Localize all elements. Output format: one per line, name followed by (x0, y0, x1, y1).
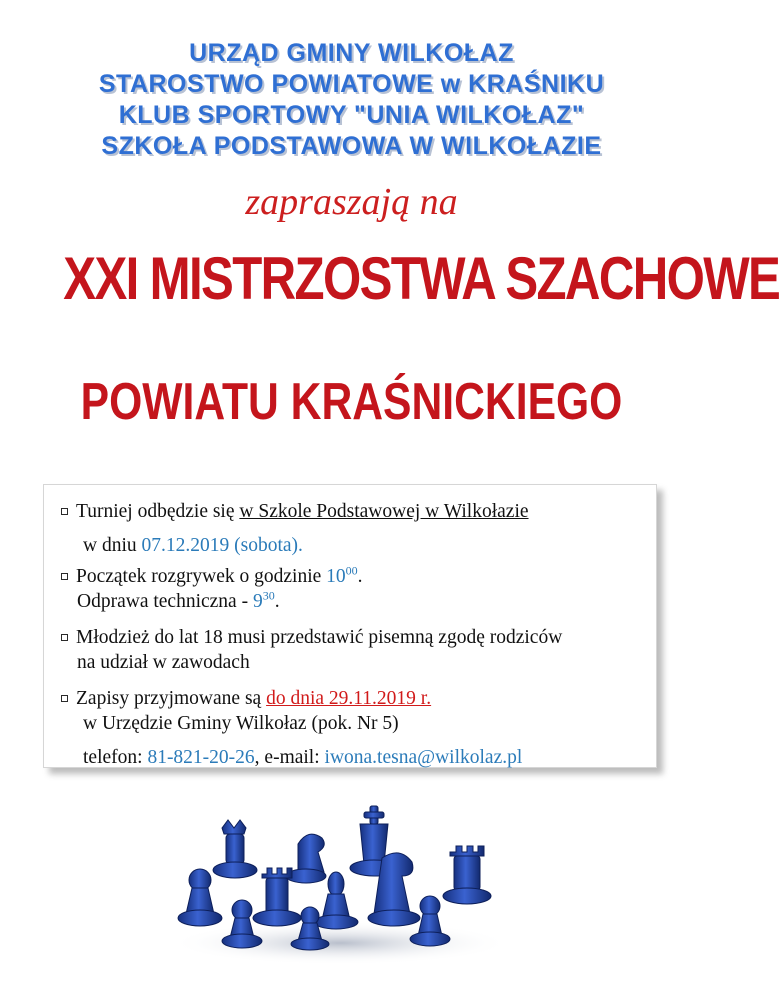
chess-pieces-icon (160, 798, 520, 963)
venue-prefix: Turniej odbędzie się (76, 501, 240, 522)
organizers-block (0, 38, 703, 162)
bullet-icon (61, 634, 68, 641)
email-link[interactable]: iwona.tesna@wilkolaz.pl (324, 747, 523, 768)
registration-place: w Urzędzie Gminy Wilkołaz (pok. Nr 5) (83, 713, 399, 734)
bullet-icon (61, 695, 68, 702)
consent-text-cont: na udział w zawodach (77, 652, 250, 673)
invite-text: zapraszają na (245, 181, 458, 223)
info-list (61, 499, 650, 781)
info-item-venue (61, 499, 650, 558)
organizer-line: KLUB SPORTOWY "UNIA WILKOŁAZ" (118, 101, 585, 129)
info-box (43, 484, 657, 768)
organizer-line: SZKOŁA PODSTAWOWA W WILKOŁAZIE (101, 132, 602, 160)
venue-name: w Szkole Podstawowej w Wilkołazie (239, 501, 529, 522)
email-label: , e-mail: (254, 747, 325, 768)
registration-prefix: Zapisy przyjmowane są (76, 688, 267, 709)
info-item-registration (61, 686, 650, 770)
info-item-schedule: Początek rozgrywek o godzinie $10^{00}$. Odprawa techniczna - $9^{30}$. (61, 564, 650, 614)
organizer-line: URZĄD GMINY WILKOŁAZ (189, 39, 514, 67)
phone-label: telefon: (83, 747, 148, 768)
phone-number[interactable]: 81-821-20-26 (147, 747, 255, 768)
briefing-prefix: Odprawa techniczna - (77, 591, 253, 612)
date-prefix: w dniu (83, 535, 142, 556)
event-title-line2: POWIATU KRAŚNICKIEGO (80, 373, 623, 431)
bullet-icon (61, 508, 68, 515)
info-item-consent (61, 625, 650, 675)
start-prefix: Początek rozgrywek o godzinie (76, 566, 327, 587)
start-time: $10^{00}$ (326, 563, 358, 587)
bullet-icon (61, 573, 68, 580)
consent-text: Młodzież do lat 18 musi przedstawić pisemną zgodę rodziców (76, 627, 563, 648)
event-date: 07.12.2019 (sobota). (141, 535, 303, 556)
registration-deadline: do dnia 29.11.2019 r. (266, 688, 432, 709)
briefing-time: $9^{30}$ (252, 588, 275, 612)
event-title-line1: XXI MISTRZOSTWA SZACHOWE (63, 245, 779, 312)
organizer-line: STAROSTWO POWIATOWE w KRAŚNIKU (98, 70, 605, 98)
